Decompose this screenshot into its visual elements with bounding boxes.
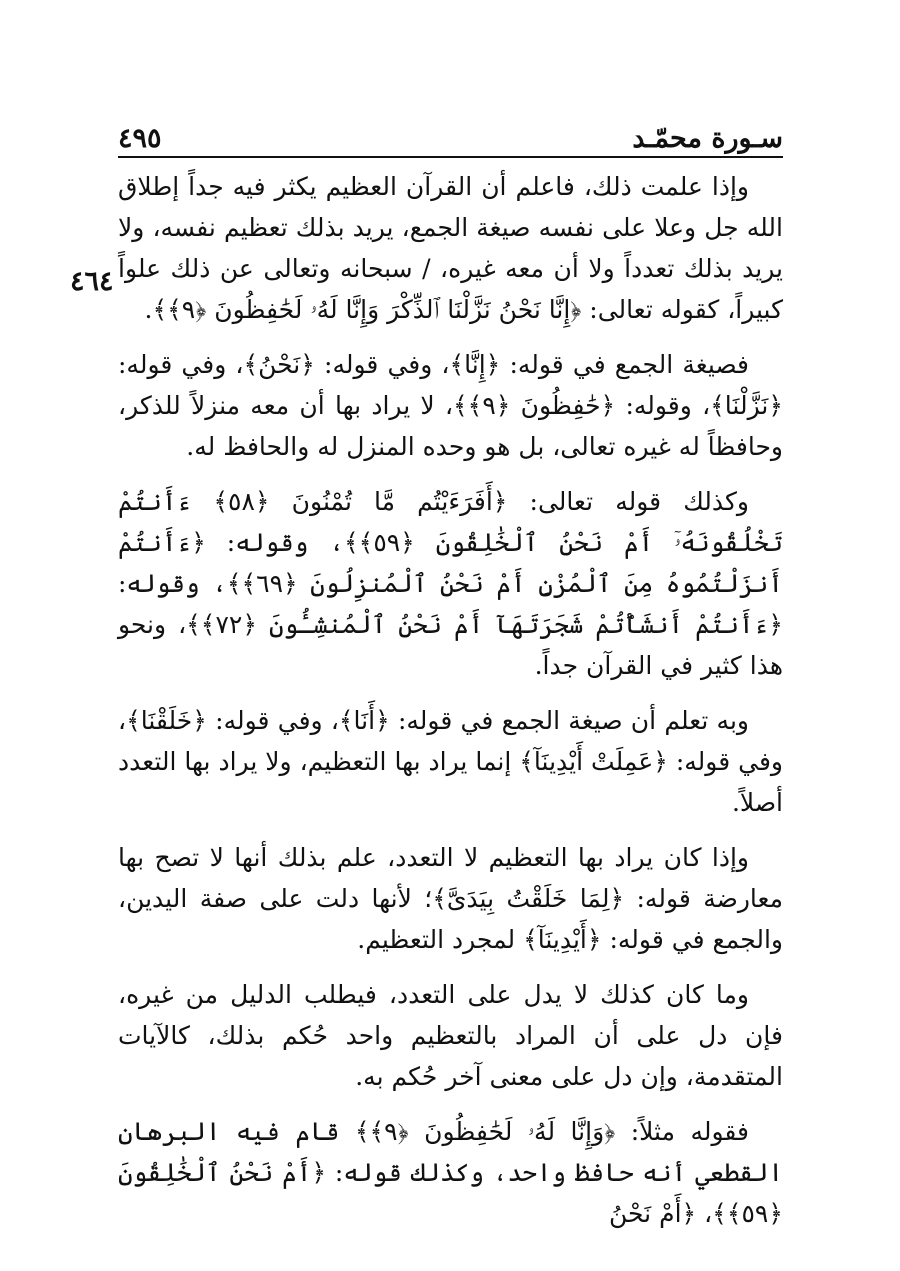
surah-title: سـورة محمّـد xyxy=(632,123,783,154)
paragraph: فقوله مثلاً: ﴿وَإِنَّا لَهُۥ لَحَٰفِظُونَ ﴿٩﴾﴾ قام فيه البرهان القطعي أنه حافظ واحد، وكذلك قوله: ﴿أَمْ نَحْنُ ٱلْخَٰلِقُونَ ﴿٥٩﴾﴾، ﴿أَمْ نَحْنُ xyxy=(118,1117,783,1228)
paragraph: وما كان كذلك لا يدل على التعدد، فيطلب الدليل من غيره، فإن دل على أن المراد بالتعظيم واحد حُكم بذلك، كالآيات المتقدمة، وإن دل على معنى آخر حُكم به. xyxy=(118,980,783,1091)
page-number: ٤٩٥ xyxy=(118,123,162,154)
paragraph: وإذا كان يراد بها التعظيم لا التعدد، علم بذلك أنها لا تصح بها معارضة قوله: ﴿لِمَا خَلَقْتُ بِيَدَىَّ﴾؛ لأنها دلت على صفة اليدين، والجمع في قوله: ﴿أَيْدِينَآ﴾ لمجرد التعظيم. xyxy=(118,843,783,954)
paragraph: وكذلك قوله تعالى: ﴿أَفَرَءَيْتُم مَّا تُمْنُونَ ﴿٥٨﴾ ءَأَنتُمْ تَخْلُقُونَهُۥٓ أَمْ نَحْنُ ٱلْخَٰلِقُونَ ﴿٥٩﴾﴾، وقوله: ﴿ءَأَنتُمْ أَنزَلْتُمُوهُ مِنَ ٱلْمُزْنِ أَمْ نَحْنُ ٱلْمُنزِلُونَ ﴿٦٩﴾﴾، وقوله: ﴿ءَأَنتُمْ أَنشَأْتُمْ شَجَرَتَهَآ أَمْ نَحْنُ ٱلْمُنشِـُٔونَ ﴿٧٢﴾﴾، ونحو هذا كثير في القرآن جداً. xyxy=(118,487,783,680)
paragraph: فصيغة الجمع في قوله: ﴿إِنَّا﴾، وفي قوله: ﴿نَحْنُ﴾، وفي قوله: ﴿نَزَّلْنَا﴾، وقوله: ﴿حَٰفِظُونَ ﴿٩﴾﴾، لا يراد بها أن معه منزلاً للذكر، وحافظاً له غيره تعالى، بل هو وحده المنزل له والحافظ له. xyxy=(118,350,783,461)
page-header xyxy=(118,112,783,158)
original-page-reference: ٤٦٤ xyxy=(70,266,114,297)
page-body xyxy=(118,166,783,1231)
paragraph: وبه تعلم أن صيغة الجمع في قوله: ﴿أَنَا﴾، وفي قوله: ﴿خَلَقْنَا﴾، وفي قوله: ﴿عَمِلَتْ أَيْدِينَآ﴾ إنما يراد بها التعظيم، ولا يراد بها التعدد أصلاً. xyxy=(118,706,783,817)
paragraph: وإذا علمت ذلك، فاعلم أن القرآن العظيم يكثر فيه جداً إطلاق الله جل وعلا على نفسه صيغة الجمع، يريد بذلك تعظيم نفسه، ولا يريد بذلك تعدداً ولا أن معه غيره، / سبحانه وتعالى عن ذلك علواً كبيراً، كقوله تعالى: ﴿إِنَّا نَحْنُ نَزَّلْنَا ٱلذِّكْرَ وَإِنَّا لَهُۥ لَحَٰفِظُونَ ﴿٩﴾﴾. xyxy=(118,172,783,324)
